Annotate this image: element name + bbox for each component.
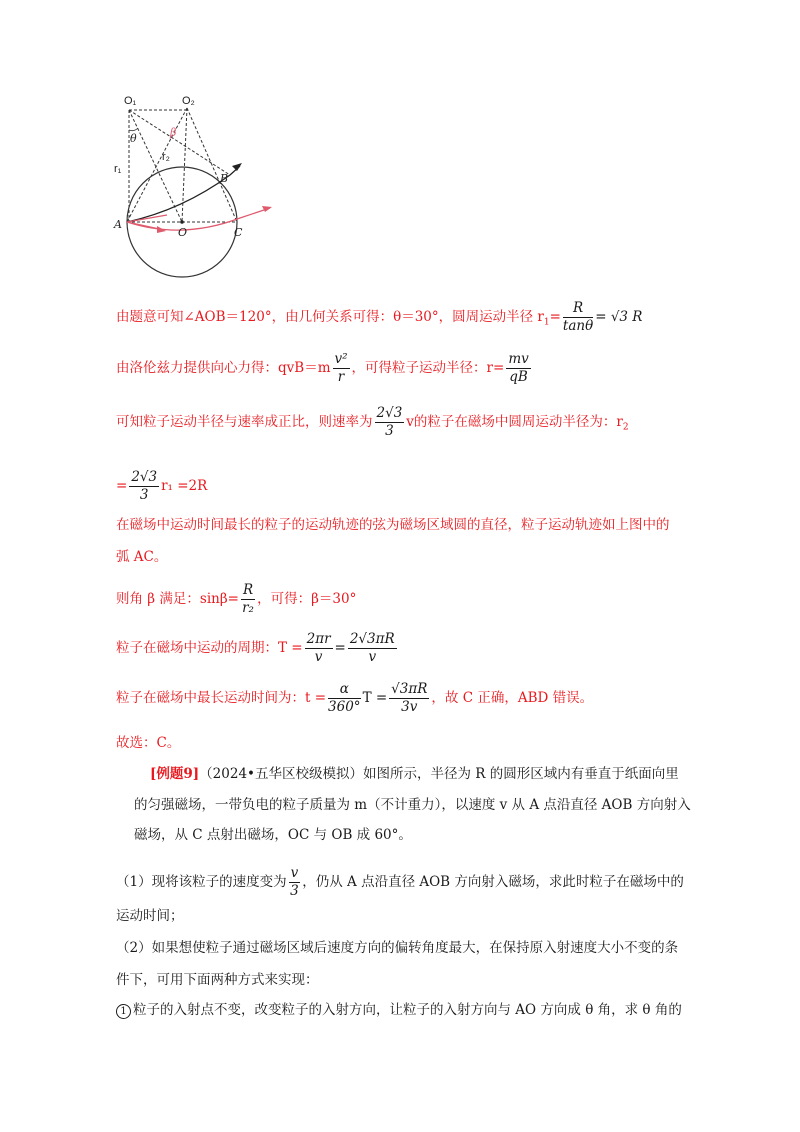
label-theta: θ bbox=[130, 132, 137, 145]
arrow-b-icon bbox=[232, 163, 242, 171]
circled-number: 1 bbox=[116, 1004, 131, 1019]
solution-line-2: 由洛伦兹力提供向心力得：qvB＝m $\frac{\text{v²}}{r}$ ，可得粒子运动半径：r= $\frac{mv}{qB}$ bbox=[116, 351, 529, 385]
solution-line-1: 由题意可知∠AOB＝120°，由几何关系可得：θ＝30°，圆周运动半径 $r_1=$ $\frac{R}{\tan\theta}$ = √3 R bbox=[116, 300, 643, 334]
label-o1: O₁ bbox=[124, 95, 137, 107]
label-r1: r₁ bbox=[114, 163, 122, 175]
fraction: $\frac{R}{\text{r₂}}$ bbox=[242, 582, 254, 616]
fraction: $\frac{v}{3}$ bbox=[290, 865, 299, 899]
label-o2: O₂ bbox=[182, 95, 195, 107]
example-line-3: 磁场，从 C 点射出磁场，OC 与 OB 成 60°。 bbox=[134, 827, 412, 843]
physics-diagram bbox=[112, 90, 292, 280]
fraction: $\frac{2\pi r}{v}$ bbox=[306, 631, 331, 665]
label-a: A bbox=[114, 218, 122, 231]
fraction: $\frac{2√3}{3}$ bbox=[376, 405, 403, 439]
center-dot bbox=[180, 220, 184, 224]
solution-line-4: = $\frac{2√3}{3}$ r₁ =2R bbox=[116, 469, 208, 503]
label-o: O bbox=[178, 226, 188, 239]
solution-line-9: 粒子在磁场中最长运动时间为：t = $\frac{\alpha}{360^\circ}$ T = $\frac{√3\pi R}{3v}$ ，故 C 正确，ABD 错误。 bbox=[116, 681, 594, 715]
solution-line-7: 则角 β 满足：sinβ= $\frac{R}{\text{r₂}}$ ，可得：β＝30° bbox=[116, 582, 357, 616]
solution-line-10: 故选：C。 bbox=[116, 735, 181, 751]
question-3: 1 粒子的入射点不变，改变粒子的入射方向，让粒子的入射方向与 AO 方向成 θ 角，求 θ 角的 bbox=[116, 1004, 682, 1019]
velocity-a-line bbox=[127, 215, 167, 222]
solution-line-3: 可知粒子运动半径与速率成正比，则速率为 $\frac{2√3}{3}$ v的粒子在磁场中圆周运动半径为：$r_2$ bbox=[116, 405, 629, 439]
fraction: $\frac{mv}{qB}$ bbox=[508, 351, 529, 385]
o2-to-c-line bbox=[187, 108, 237, 222]
label-c: C bbox=[234, 226, 243, 239]
example-line-2: 的匀强磁场，一带负电的粒子质量为 m（不计重力），以速度 v 从 A 点沿直径 AOB 方向射入 bbox=[134, 797, 691, 813]
fraction: $\frac{\text{v²}}{r}$ bbox=[334, 351, 348, 385]
fraction: $\frac{√3\pi R}{3v}$ bbox=[391, 681, 428, 715]
fraction: $\frac{R}{\tan\theta}$ bbox=[562, 300, 594, 334]
example-tag: [例题9] bbox=[150, 766, 200, 782]
fraction: $\frac{2√3}{3}$ bbox=[131, 469, 158, 503]
solution-line-6: 弧 AC。 bbox=[116, 549, 168, 565]
question-1-cont: 运动时间； bbox=[116, 908, 184, 924]
example-line-1: [例题9]（2024•五华区校级模拟）如图所示，半径为 R 的圆形区域内有垂直于纸面向里 bbox=[150, 766, 679, 782]
label-b: B bbox=[220, 172, 229, 185]
arrow-c-icon bbox=[262, 206, 272, 212]
solution-line-5: 在磁场中运动时间最长的粒子的运动轨迹的弦为磁场区域圆的直径，粒子运动轨迹如上图中的 bbox=[116, 517, 670, 533]
solution-line-8: 粒子在磁场中运动的周期：T = $\frac{2\pi r}{v}$ = $\frac{2√3\pi R}{v}$ bbox=[116, 631, 395, 665]
fraction: $\frac{2√3\pi R}{v}$ bbox=[349, 631, 395, 665]
label-beta: β bbox=[170, 126, 177, 139]
o2-to-o-line bbox=[182, 108, 187, 222]
fraction: $\frac{\alpha}{360^\circ}$ bbox=[328, 681, 361, 715]
theta-arc bbox=[129, 128, 138, 131]
question-1: （1）现将该粒子的速度变为 $\frac{v}{3}$ ，仍从 A 点沿直径 AOB 方向射入磁场，求此时粒子在磁场中的 bbox=[116, 865, 684, 899]
question-2: （2）如果想使粒子通过磁场区域后速度方向的偏转角度最大，在保持原入射速度大小不变的条 bbox=[116, 940, 679, 956]
label-r2: r₂ bbox=[162, 151, 170, 163]
question-2-cont: 件下，可用下面两种方式来实现： bbox=[116, 972, 319, 988]
